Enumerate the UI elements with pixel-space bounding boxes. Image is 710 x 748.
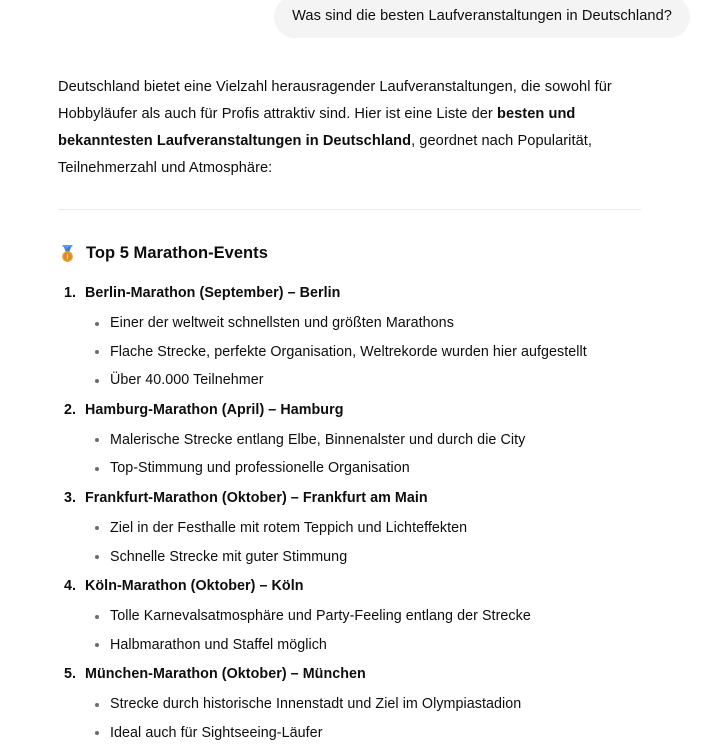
detail-text: Tolle Karnevalsatmosphäre und Party-Feeling entlang der Strecke	[110, 608, 531, 625]
event-index: 5.	[64, 666, 76, 683]
detail-list	[85, 308, 676, 395]
bullet-icon	[95, 438, 99, 442]
user-turn	[0, 0, 710, 38]
bullet-icon	[95, 643, 99, 647]
detail-list	[85, 425, 676, 483]
event-title: Berlin-Marathon (September) – Berlin	[85, 285, 341, 301]
event-index: 4.	[64, 578, 76, 595]
detail-item	[85, 631, 676, 660]
bullet-icon	[95, 555, 99, 559]
detail-item	[85, 366, 676, 395]
event-title: Hamburg-Marathon (April) – Hamburg	[85, 401, 344, 418]
detail-text: Malerische Strecke entlang Elbe, Binnenalster und durch die City	[110, 431, 526, 448]
medal-icon	[58, 244, 77, 263]
event-title: Köln-Marathon (Oktober) – Köln	[85, 578, 304, 595]
bullet-icon	[95, 379, 99, 383]
event-item-3	[58, 483, 676, 571]
user-message-bubble[interactable]: Was sind die besten Laufveranstaltungen in Deutschland?	[274, 0, 690, 38]
bullet-icon	[95, 731, 99, 735]
section-heading	[58, 210, 676, 264]
detail-text: Ziel in der Festhalle mit rotem Teppich und Lichteffekten	[110, 519, 468, 536]
event-title: München-Marathon (Oktober) – München	[85, 666, 366, 683]
event-index: 1.	[64, 285, 76, 301]
event-list	[58, 264, 676, 748]
detail-item	[85, 454, 676, 483]
detail-item	[85, 690, 676, 719]
intro-paragraph	[58, 38, 664, 182]
detail-text: Über 40.000 Teilnehmer	[110, 372, 264, 389]
detail-item	[85, 426, 676, 455]
assistant-turn	[0, 38, 710, 748]
intro-text-bold: besten und bekanntesten Laufveranstaltungen in Deutschland	[58, 106, 576, 149]
bullet-icon	[95, 703, 99, 707]
bullet-icon	[95, 526, 99, 530]
event-item-5	[58, 659, 676, 747]
detail-text: Top-Stimmung und professionelle Organisation	[110, 460, 410, 477]
event-title: Frankfurt-Marathon (Oktober) – Frankfurt am Main	[85, 489, 428, 506]
event-index: 2.	[64, 401, 76, 418]
detail-text: Flache Strecke, perfekte Organisation, Weltrekorde wurden hier aufgestellt	[110, 343, 587, 360]
detail-item	[85, 543, 676, 572]
detail-text: Schnelle Strecke mit guter Stimmung	[110, 548, 348, 565]
event-index: 3.	[64, 489, 76, 506]
section-heading-label: Top 5 Marathon-Events	[86, 244, 268, 262]
detail-text: Einer der weltweit schnellsten und größten Marathons	[110, 315, 454, 331]
detail-text: Strecke durch historische Innenstadt und Ziel im Olympiastadion	[110, 696, 522, 713]
event-item-1	[58, 278, 676, 395]
detail-item	[85, 602, 676, 631]
detail-item	[85, 338, 676, 367]
detail-list	[85, 513, 676, 571]
bullet-icon	[95, 615, 99, 619]
detail-text: Halbmarathon und Staffel möglich	[110, 636, 327, 653]
intro-text-part2: , geordnet nach Popularität, Teilnehmerzahl und Atmosphäre:	[58, 133, 592, 176]
detail-list	[85, 601, 676, 659]
detail-item	[85, 719, 676, 748]
event-item-2	[58, 395, 676, 483]
detail-item	[85, 514, 676, 543]
bullet-icon	[95, 350, 99, 354]
detail-text: Ideal auch für Sightseeing-Läufer	[110, 724, 323, 741]
detail-item	[85, 309, 676, 338]
event-item-4	[58, 571, 676, 659]
detail-list	[85, 689, 676, 747]
intro-text-part1: Deutschland bietet eine Vielzahl herausragender Laufveranstaltungen, die sowohl für Hobbyläufer als auch für Profis attraktiv sind. Hier ist eine Liste der	[58, 79, 612, 122]
bullet-icon	[95, 467, 99, 471]
bullet-icon	[95, 322, 99, 326]
